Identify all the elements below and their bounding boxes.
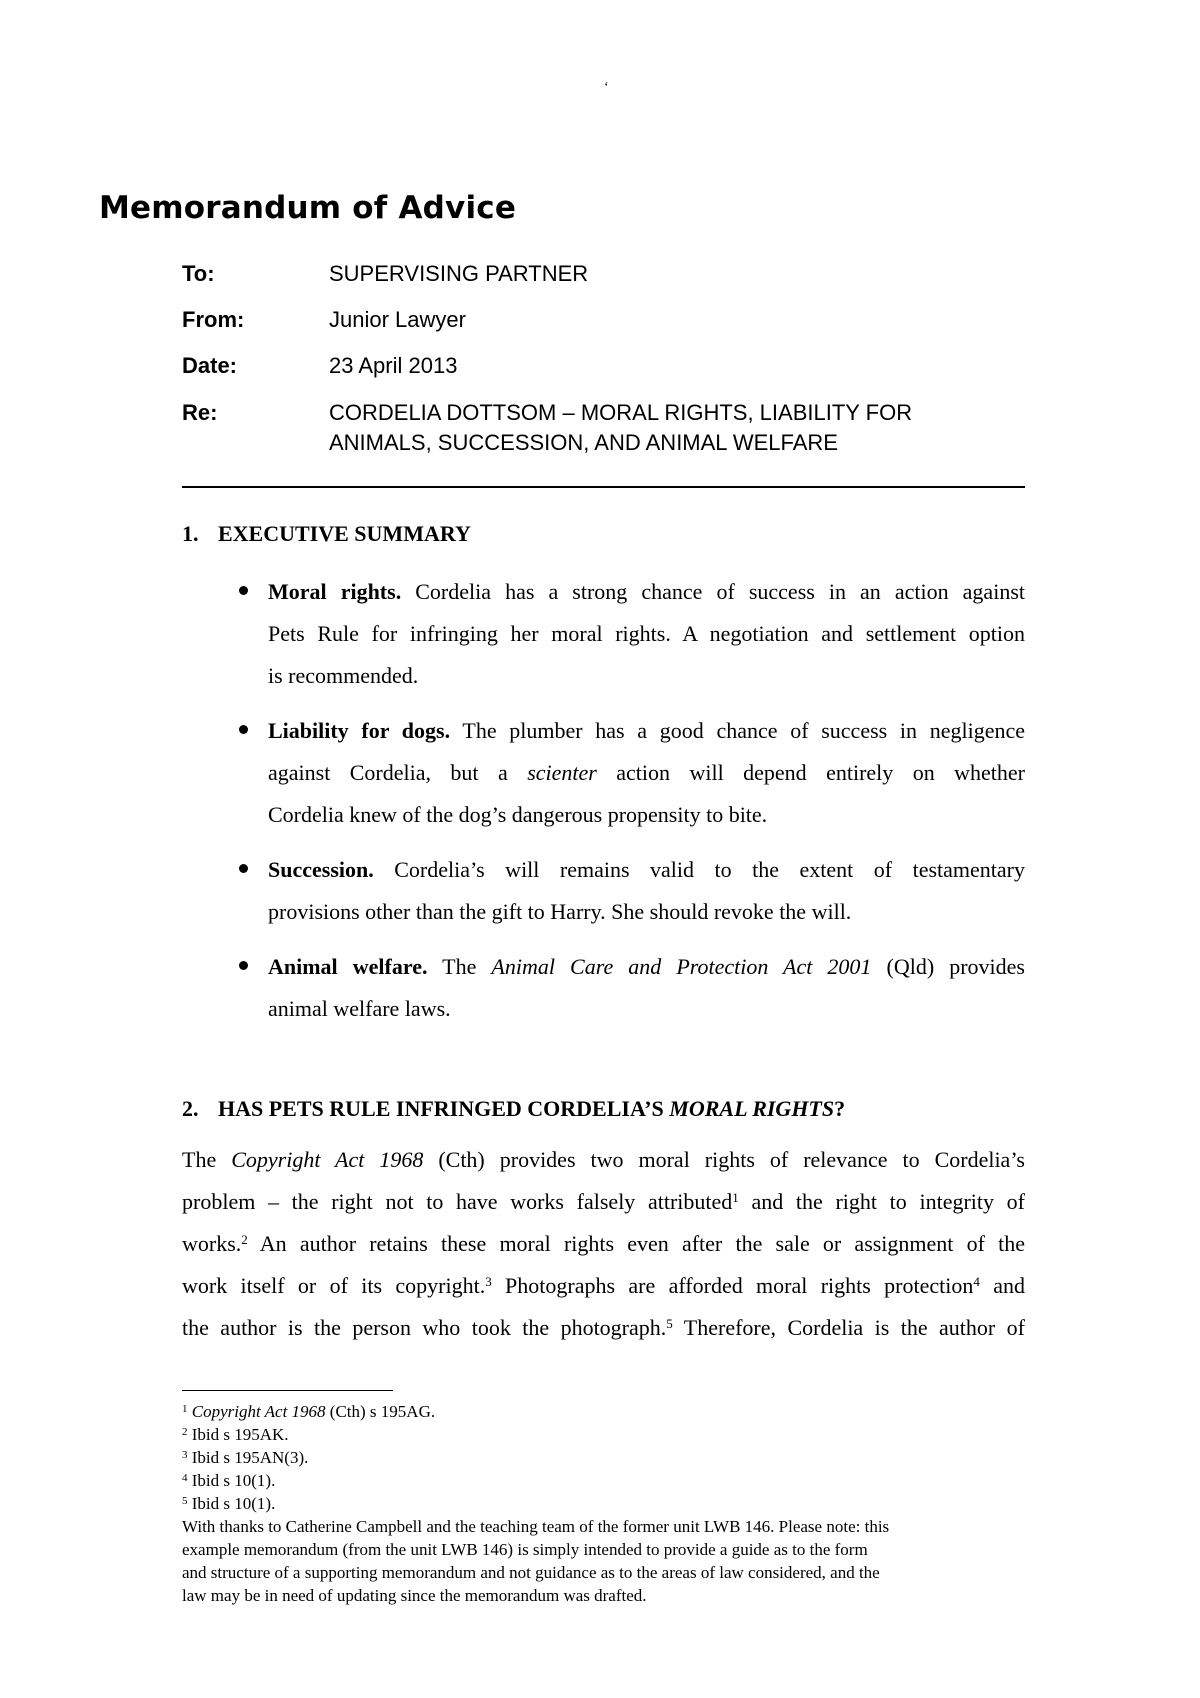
bullet-line: Animal welfare. The Animal Care and Protection Act 2001 (Qld) provides: [268, 954, 1025, 979]
section-1-heading: [182, 521, 471, 547]
footnote-ref[interactable]: 1: [732, 1190, 739, 1205]
list-item: [182, 849, 1025, 933]
section-2-paragraph: [182, 1139, 1025, 1349]
footnotes: [182, 1400, 1025, 1607]
bullet-line: is recommended.: [268, 663, 419, 688]
footnote-ref[interactable]: 4: [973, 1274, 980, 1289]
page-mark: ‘: [604, 80, 609, 95]
section-2-heading: 2. HAS PETS RULE INFRINGED CORDELIA’S MORAL RIGHTS?: [182, 1096, 846, 1121]
bullet-dot-icon: [239, 864, 248, 873]
footnote-ref[interactable]: 5: [666, 1316, 673, 1331]
re-value: [329, 398, 1049, 458]
executive-summary-list: [182, 571, 1025, 1043]
paragraph-line: works.$^2$ An author retains these moral rights even after the sale or assignment of the: [182, 1231, 1025, 1256]
from-value: Junior Lawyer: [329, 307, 466, 332]
document-title: Memorandum of Advice: [99, 190, 517, 226]
bullet-line: Succession. Cordelia’s will remains valid to the extent of testamentary: [268, 857, 1025, 882]
paragraph-line: The Copyright Act 1968 (Cth) provides two moral rights of relevance to Cordelia’s: [182, 1147, 1025, 1172]
bullet-line: against Cordelia, but a scienter action will depend entirely on whether: [268, 760, 1025, 785]
footnote: $^1$ Copyright Act 1968 (Cth) s 195AG.: [182, 1402, 436, 1421]
list-item: [182, 946, 1025, 1030]
list-item: [182, 710, 1025, 836]
bullet-term: Liability for dogs.: [268, 718, 451, 743]
footnote: $^3$ Ibid s 195AN(3).: [182, 1448, 309, 1467]
section-1-number: 1.: [182, 521, 199, 546]
paragraph-line: problem – the right not to have works falsely attributed$^1$ and the right to integrity of: [182, 1189, 1026, 1214]
bullet-line: Pets Rule for infringing her moral rights. A negotiation and settlement option: [268, 621, 1025, 646]
bullet-line: provisions other than the gift to Harry. She should revoke the will.: [268, 899, 852, 924]
section-2-number: 2.: [182, 1096, 199, 1121]
bullet-line: Moral rights. Cordelia has a strong chance of success in an action against: [268, 579, 1025, 604]
re-line-2: ANIMALS, SUCCESSION, AND ANIMAL WELFARE: [329, 430, 838, 455]
re-label: Re:: [182, 400, 218, 425]
bullet-dot-icon: [239, 725, 248, 734]
list-item: [182, 571, 1025, 697]
footnote: $^5$ Ibid s 10(1).: [182, 1494, 276, 1513]
bullet-term: Animal welfare.: [268, 954, 428, 979]
to-value: SUPERVISING PARTNER: [329, 261, 589, 286]
section-1-title: EXECUTIVE SUMMARY: [218, 521, 471, 546]
to-label: To:: [182, 261, 215, 286]
footnote-separator: [182, 1390, 393, 1391]
footnote: $^4$ Ibid s 10(1).: [182, 1471, 276, 1490]
re-line-1: CORDELIA DOTTSOM – MORAL RIGHTS, LIABILITY FOR: [329, 400, 913, 425]
bullet-line: animal welfare laws.: [268, 996, 451, 1021]
footnote-ref[interactable]: 3: [485, 1274, 492, 1289]
bullet-dot-icon: [239, 961, 248, 970]
from-label: From:: [182, 307, 245, 332]
date-value: 23 April 2013: [329, 353, 458, 378]
acknowledgement-note: With thanks to Catherine Campbell and the teaching team of the former unit LWB 146. Please note: this example memorandum (from the unit LWB 146) is simply intended to provide a guide as to the form and structure of a supporting memorandum and not guidance as to the areas of law considered, and the law may be in need of updating since the memorandum was drafted.: [182, 1517, 890, 1605]
bullet-line: Liability for dogs. The plumber has a good chance of success in negligence: [268, 718, 1025, 743]
bullet-dot-icon: [239, 586, 248, 595]
bullet-term: Succession.: [268, 857, 374, 882]
bullet-line: Cordelia knew of the dog’s dangerous propensity to bite.: [268, 802, 768, 827]
paragraph-line: work itself or of its copyright.$^3$ Photographs are afforded moral rights protection$^4$ and: [182, 1273, 1025, 1298]
footnote-ref[interactable]: 2: [241, 1232, 248, 1247]
paragraph-line: the author is the person who took the photograph.$^5$ Therefore, Cordelia is the author of: [182, 1315, 1025, 1340]
date-label: Date:: [182, 353, 238, 378]
bullet-term: Moral rights.: [268, 579, 402, 604]
footnote: $^2$ Ibid s 195AK.: [182, 1425, 289, 1444]
header-divider: [182, 486, 1025, 488]
